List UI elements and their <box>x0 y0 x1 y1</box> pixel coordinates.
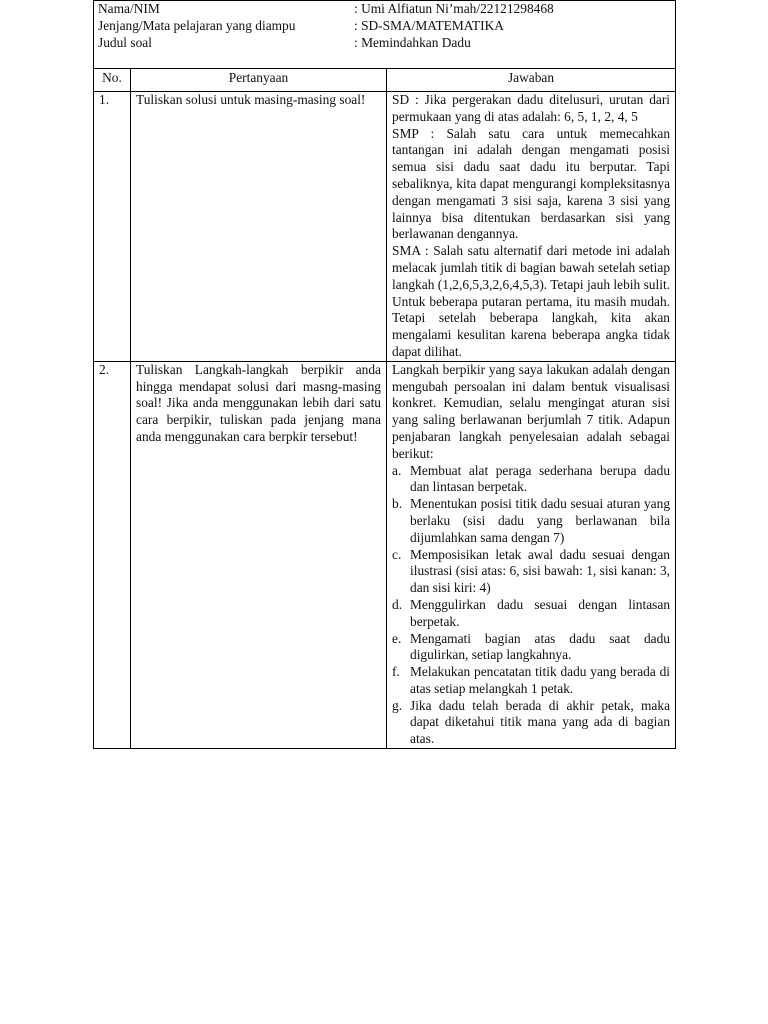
worksheet-table <box>93 0 676 749</box>
step-text: Melakukan pencatatan titik dadu yang berada di atas setiap melangkah 1 petak. <box>410 664 671 696</box>
step-marker: f. <box>392 664 400 680</box>
answer-sd: SD : Jika pergerakan dadu ditelusuri, urutan dari permukaan yang di atas adalah: 6, 5, 1, 2, 4, 5 <box>392 92 671 124</box>
answer-intro: Langkah berpikir yang saya lakukan adalah dengan mengubah persoalan ini dalam bentuk visualisasi konkret. Kemudian, selalu mengingat aturan sisi yang saling berlawanan berjumlah 7 titik. Adapun penjabaran langkah penyelesaian adalah sebagai berikut: <box>392 361 671 461</box>
title-row <box>98 35 671 52</box>
level-row <box>98 18 671 35</box>
step-text: Menggulirkan dadu sesuai dengan lintasan berpetak. <box>410 596 671 629</box>
title-value: : Memindahkan Dadu <box>354 34 471 50</box>
column-header-answer: Jawaban <box>387 69 676 92</box>
row-number: 2. <box>94 361 131 748</box>
answer-smp: SMP : Salah satu cara untuk memecahkan tantangan ini adalah dengan mengamati posisi semua sisi dadu saat dadu itu berputar. Tapi sebaliknya, kita dapat mengurangi kompleksitasnya dengan mengamati 3 sisi saja, karena 3 sisi yang lainnya bisa ditentukan berdasarkan sisi yang berlawanan dengannya. <box>392 125 671 242</box>
step-marker: e. <box>392 630 402 646</box>
list-item <box>392 496 670 546</box>
list-item <box>392 547 670 597</box>
question-cell: Tuliskan solusi untuk masing-masing soal! <box>131 92 387 362</box>
level-value: : SD-SMA/MATEMATIKA <box>354 17 504 33</box>
list-item <box>392 631 670 665</box>
step-marker: d. <box>392 596 403 612</box>
identity-header <box>94 1 676 69</box>
list-item <box>392 698 670 748</box>
level-label: Jenjang/Mata pelajaran yang diampu <box>98 17 296 33</box>
column-header-question: Pertanyaan <box>131 69 387 92</box>
name-value: : Umi Alfiatun Ni’mah/22121298468 <box>354 1 554 16</box>
step-text: Jika dadu telah berada di akhir petak, maka dapat diketahui titik mana yang ada di bagian atas. <box>410 697 671 747</box>
list-item <box>392 664 670 698</box>
step-text: Menentukan posisi titik dadu sesuai aturan yang berlaku (sisi dadu yang berlawanan bila dijumlahkan sama dengan 7) <box>410 496 671 545</box>
step-marker: a. <box>392 462 402 478</box>
step-marker: g. <box>392 697 403 713</box>
header-row <box>94 1 676 69</box>
answer-cell <box>387 92 676 362</box>
step-text: Membuat alat peraga sederhana berupa dadu dan lintasan berpetak. <box>410 462 671 495</box>
column-header-no: No. <box>94 69 131 92</box>
step-marker: c. <box>392 546 402 562</box>
list-item <box>392 597 670 631</box>
document-sheet <box>93 0 675 749</box>
step-text: Mengamati bagian atas dadu saat dadu digulirkan, setiap langkahnya. <box>410 630 671 663</box>
step-marker: b. <box>392 496 403 512</box>
title-label: Judul soal <box>98 34 152 50</box>
table-row <box>94 361 676 748</box>
name-row <box>98 1 671 18</box>
row-number: 1. <box>94 92 131 362</box>
name-label: Nama/NIM <box>98 1 160 16</box>
list-item <box>392 463 670 497</box>
column-header-row <box>94 69 676 92</box>
answer-cell <box>387 361 676 748</box>
step-text: Memposisikan letak awal dadu sesuai dengan ilustrasi (sisi atas: 6, sisi bawah: 1, sisi kanan: 3, dan sisi kiri: 4) <box>410 546 671 596</box>
steps-list <box>392 463 670 749</box>
answer-sma: SMA : Salah satu alternatif dari metode ini adalah melacak jumlah titik di bagian bawah setelah setiap langkah (1,2,6,5,3,2,6,4,5,3). Tetapi jauh lebih sulit. Untuk beberapa putaran pertama, itu masih mudah. Tetapi setelah beberapa langkah, kita akan mengalami kesulitan karena beberapa angka tidak dapat dilihat. <box>392 243 671 359</box>
table-row <box>94 92 676 362</box>
question-cell: Tuliskan Langkah-langkah berpikir anda hingga mendapat solusi dari masng-masing soal! Jika anda menggunakan lebih dari satu cara berpikir, tuliskan pada jenjang mana anda menggunakan cara berpkir tersebut! <box>131 361 387 748</box>
